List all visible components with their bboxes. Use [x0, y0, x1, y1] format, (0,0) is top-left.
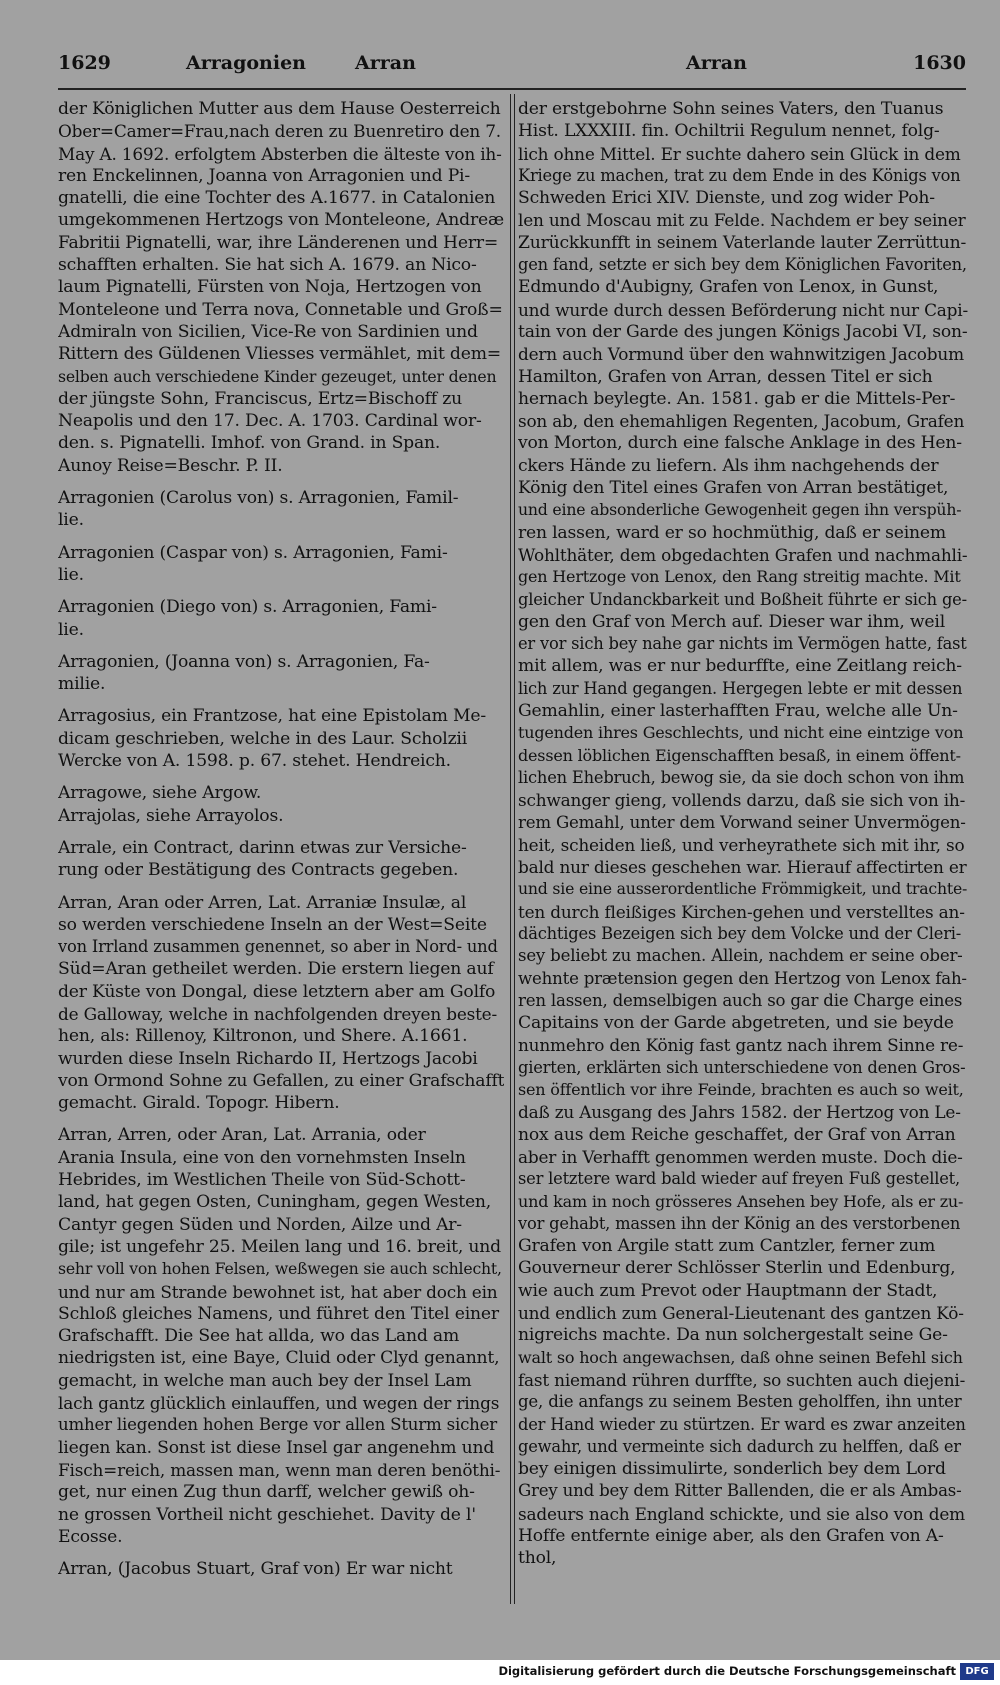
text-line: König den Titel eines Grafen von Arran bestätiget,: [518, 478, 949, 499]
text-line: nunmehro den König fast gantz nach ihrem Sinne re-: [518, 1035, 964, 1056]
text-line: Grey und bey dem Ritter Ballenden, die er als Ambas-: [518, 1481, 962, 1501]
text-line: der Königlichen Mutter aus dem Hause Oesterreich: [58, 99, 501, 119]
page-number-left: 1629: [58, 52, 111, 74]
text-line: und sie eine ausserordentliche Frömmigkeit, und trachte-: [518, 879, 968, 899]
text-line: lie.: [58, 619, 84, 640]
text-line: Aunoy Reise=Beschr. P. II.: [58, 455, 283, 476]
text-line: gnatelli, die eine Tochter des A.1677. in Catalonien: [58, 188, 496, 209]
text-line: rem Gemahl, unter dem Vorwand seiner Unvermögen-: [518, 812, 966, 832]
text-line: Arrale, ein Contract, darinn etwas zur Versiche-: [58, 837, 467, 858]
text-line: Fisch=reich, massen man, wenn man deren benöthi-: [58, 1459, 501, 1480]
text-line: wehnte prætension gegen den Hertzog von Lenox fah-: [518, 968, 967, 988]
text-line: gen Hertzoge von Lenox, den Rang streitig machte. Mit: [518, 567, 961, 587]
running-head-left-2: Arran: [355, 52, 416, 74]
text-line: ren lassen, ward er so hochmüthig, daß er seinem: [518, 522, 946, 543]
text-line: lich ohne Mittel. Er suchte dahero sein Glück in dem: [518, 143, 961, 164]
text-line: Arragonien (Carolus von) s. Arragonien, Famil-: [58, 488, 459, 509]
text-line: sen öffentlich vor ihre Feinde, brachten es auch so weit,: [518, 1080, 964, 1100]
text-line: mit allem, was er nur bedurffte, eine Zeitlang reich-: [518, 656, 962, 677]
text-line: wie auch zum Prevot oder Hauptmann der Stadt,: [518, 1280, 938, 1301]
text-line: und wurde durch dessen Beförderung nicht nur Capi-: [518, 299, 968, 320]
text-line: get, nur einen Zug thun darff, welcher gewiß oh-: [58, 1482, 475, 1503]
page-number-right: 1630: [913, 52, 966, 74]
text-line: sey beliebt zu machen. Allein, nachdem er seine ober-: [518, 946, 963, 966]
text-line: Wercke von A. 1598. p. 67. stehet. Hendreich.: [58, 751, 451, 772]
text-line: den. s. Pignatelli. Imhof. von Grand. in Span.: [58, 433, 441, 454]
text-line: und nur am Strande bewohnet ist, hat aber doch ein: [58, 1281, 498, 1302]
footer-bar: [0, 1660, 1000, 1685]
text-line: Fabritii Pignatelli, war, ihre Länderenen und Herr=: [58, 232, 499, 253]
text-line: gemacht. Girald. Topogr. Hibern.: [58, 1093, 340, 1114]
text-line: Wohlthäter, dem obgedachten Grafen und nachmahli-: [518, 544, 968, 565]
paragraph-gap: [58, 532, 504, 542]
text-line: Arragowe, siehe Argow.: [58, 783, 262, 804]
text-line: gemacht, in welche man auch bey der Insel Lam: [58, 1370, 472, 1391]
paragraph-gap: [58, 695, 504, 705]
text-line: gewahr, und vermeinte sich dadurch zu helffen, daß er: [518, 1436, 961, 1456]
text-line: Arragonien (Diego von) s. Arragonien, Fami-: [58, 597, 437, 618]
text-line: umgekommenen Hertzogs von Monteleone, Andreæ: [58, 210, 504, 231]
text-line: Grafschafft. Die See hat allda, wo das Land am: [58, 1326, 460, 1347]
text-line: ne grossen Vortheil nicht geschiehet. Davity de l': [58, 1504, 476, 1525]
footer-credit: Digitalisierung gefördert durch die Deutsche Forschungsgemeinschaft: [498, 1664, 956, 1678]
text-line: thol,: [518, 1548, 557, 1569]
text-line: nox aus dem Reiche geschaffet, der Graf von Arran: [518, 1124, 956, 1145]
running-head-left-1: Arragonien: [186, 52, 306, 74]
text-line: der Küste von Dongal, diese letztern aber am Golfo: [58, 981, 496, 1002]
text-line: Hist. LXXXIII. fin. Ochiltrii Regulum nennet, folg-: [518, 121, 940, 142]
text-line: son ab, den ehemahligen Regenten, Jacobum, Grafen: [518, 411, 965, 432]
dfg-logo: DFG: [960, 1663, 994, 1680]
paragraph-gap: [58, 641, 504, 651]
text-line: vor gehabt, massen ihn der König an des verstorbenen: [518, 1213, 961, 1233]
paragraph-gap: [58, 1548, 504, 1558]
text-line: Ecosse.: [58, 1526, 123, 1547]
text-line: von Irrland zusammen genennet, so aber in Nord- und: [58, 937, 498, 957]
text-line: er vor sich bey nahe gar nichts im Vermögen hatte, fast: [518, 634, 967, 654]
text-line: laum Pignatelli, Fürsten von Noja, Hertzogen von: [58, 277, 482, 298]
text-line: Admiraln von Sicilien, Vice-Re von Sardinien und: [58, 321, 478, 342]
text-line: schwanger gieng, vollends darzu, daß sie sich von ih-: [518, 790, 966, 811]
text-line: dessen löblichen Eigenschafften besaß, in einem öffent-: [518, 745, 961, 765]
text-line: tain von der Garde des jungen Königs Jacobi VI, son-: [518, 321, 968, 342]
text-line: bey einigen dissimulirte, sonderlich bey dem Lord: [518, 1459, 946, 1480]
text-line: Neapolis und den 17. Dec. A. 1703. Cardinal wor-: [58, 411, 482, 432]
text-line: gile; ist ungefehr 25. Meilen lang und 16. breit, und: [58, 1236, 501, 1257]
text-line: von Ormond Sohne zu Gefallen, zu einer Grafschafft: [58, 1070, 504, 1091]
text-line: dern auch Vormund über den wahnwitzigen Jacobum: [518, 344, 964, 365]
text-line: von Morton, durch eine falsche Anklage in des Hen-: [518, 433, 962, 454]
text-line: sadeurs nach England schickte, und sie also von dem: [518, 1503, 966, 1524]
text-line: der erstgebohrne Sohn seines Vaters, den Tuanus: [518, 99, 944, 119]
text-line: Cantyr gegen Süden und Norden, Ailze und Ar-: [58, 1214, 462, 1235]
right-column: [518, 98, 968, 1570]
text-line: de Galloway, welche in nachfolgenden dreyen beste-: [58, 1003, 497, 1024]
text-line: milie.: [58, 674, 106, 695]
text-line: Arania Insula, eine von den vornehmsten Inseln: [58, 1147, 466, 1168]
text-line: ge, die anfangs zu seinem Besten geholffen, ihn unter: [518, 1392, 962, 1412]
text-line: dicam geschrieben, welche in des Laur. Scholzii: [58, 728, 468, 749]
text-line: Monteleone und Terra nova, Connetable und Groß=: [58, 299, 503, 320]
text-line: Arrajolas, siehe Arrayolos.: [58, 805, 284, 826]
text-line: Schweden Erici XIV. Dienste, und zog wider Poh-: [518, 188, 935, 209]
text-line: Hoffe entfernte einige aber, als den Grafen von A-: [518, 1526, 944, 1546]
text-line: ser letztere ward bald wieder auf freyen Fuß gestellet,: [518, 1169, 960, 1189]
column-divider: [510, 94, 515, 1604]
text-line: Süd=Aran getheilet werden. Die erstern liegen auf: [58, 959, 494, 980]
text-line: lach gantz glücklich einlauffen, und wegen der rings: [58, 1393, 500, 1414]
header-rule: [58, 88, 966, 90]
text-line: der jüngste Sohn, Franciscus, Ertz=Bischoff zu: [58, 388, 462, 409]
text-line: ten durch fleißiges Kirchen-gehen und verstelltes an-: [518, 901, 965, 922]
text-line: Ober=Camer=Frau,nach deren zu Buenretiro den 7.: [58, 121, 501, 142]
text-line: dächtiges Bezeigen sich bey dem Volcke und der Cleri-: [518, 923, 962, 943]
text-line: Hebrides, im Westlichen Theile von Süd-Schott-: [58, 1170, 466, 1191]
text-line: Edmundo d'Aubigny, Grafen von Lenox, in Gunst,: [518, 277, 939, 298]
running-head-right: Arran: [686, 52, 747, 74]
text-line: Arran, (Jacobus Stuart, Graf von) Er war nicht: [58, 1559, 453, 1580]
paragraph-gap: [58, 772, 504, 782]
text-line: tugenden ihres Geschlechts, und nicht eine eintzige von: [518, 723, 964, 743]
text-line: umher liegenden hohen Berge vor allen Sturm sicher: [58, 1415, 497, 1435]
text-line: der Hand wieder zu stürtzen. Er ward es zwar anzeiten: [518, 1414, 966, 1434]
text-line: Arragosius, ein Frantzose, hat eine Epistolam Me-: [58, 706, 486, 727]
text-line: Arran, Arren, oder Aran, Lat. Arrania, oder: [58, 1125, 426, 1146]
text-line: May A. 1692. erfolgtem Absterben die älteste von ih-: [58, 143, 502, 164]
text-line: Hamilton, Grafen von Arran, dessen Titel er sich: [518, 366, 933, 387]
text-line: und eine absonderliche Gewogenheit gegen ihn verspüh-: [518, 500, 962, 520]
text-line: und endlich zum General-Lieutenant des gantzen Kö-: [518, 1303, 964, 1324]
text-line: niedrigsten ist, eine Baye, Cluid oder Clyd genannt,: [58, 1348, 500, 1369]
text-line: Rittern des Güldenen Vliesses vermählet, mit dem=: [58, 344, 502, 365]
text-line: gen fand, setzte er sich bey dem Königlichen Favoriten,: [518, 255, 967, 275]
text-line: schafften erhalten. Sie hat sich A. 1679. an Nico-: [58, 255, 477, 276]
text-line: Arragonien, (Joanna von) s. Arragonien, Fa-: [58, 651, 430, 672]
text-line: Arran, Aran oder Arren, Lat. Arraniæ Insulæ, al: [58, 892, 467, 913]
text-line: Zurückkunfft in seinem Vaterlande lauter Zerrüttun-: [518, 232, 967, 253]
text-line: gierten, erklärten sich unterschiedene von denen Gros-: [518, 1057, 966, 1077]
text-line: Grafen von Argile statt zum Cantzler, ferner zum: [518, 1236, 936, 1257]
text-line: ren Enckelinnen, Joanna von Arragonien und Pi-: [58, 165, 470, 186]
text-line: hen, als: Rillenoy, Kiltronon, und Shere. A.1661.: [58, 1026, 468, 1047]
text-line: walt so hoch angewachsen, daß ohne seinen Befehl sich: [518, 1347, 963, 1367]
text-line: heit, scheiden ließ, und verheyrathete sich mit ihr, so: [518, 834, 965, 855]
paragraph-gap: [58, 882, 504, 892]
text-line: so werden verschiedene Inseln an der West=Seite: [58, 914, 487, 935]
paragraph-gap: [58, 586, 504, 596]
text-line: ckers Hände zu liefern. Als ihm nachgehends der: [518, 455, 939, 476]
text-line: sehr voll von hohen Felsen, weßwegen sie auch schlecht,: [58, 1259, 502, 1279]
text-line: lie.: [58, 510, 84, 531]
paragraph-gap: [58, 477, 504, 487]
text-line: gen den Graf von Merch auf. Dieser war ihm, weil: [518, 611, 945, 632]
text-line: wurden diese Inseln Richardo II, Hertzogs Jacobi: [58, 1048, 478, 1069]
text-line: ren lassen, demselbigen auch so gar die Charge eines: [518, 990, 963, 1010]
paragraph-gap: [58, 827, 504, 837]
text-line: daß zu Ausgang des Jahrs 1582. der Hertzog von Le-: [518, 1102, 961, 1123]
text-line: Gemahlin, einer lasterhafften Frau, welche alle Un-: [518, 701, 958, 722]
text-line: Kriege zu machen, trat zu dem Ende in des Königs von: [518, 165, 961, 185]
text-line: aber in Verhafft genommen werden muste. Doch die-: [518, 1146, 963, 1167]
text-line: len und Moscau mit zu Felde. Nachdem er bey seiner: [518, 210, 966, 231]
text-line: Gouverneur derer Schlösser Sterlin und Edenburg,: [518, 1258, 956, 1279]
text-line: bald nur dieses geschehen war. Hierauf affectirten er: [518, 857, 967, 878]
left-column: [58, 98, 504, 1580]
text-line: und kam in noch grösseres Ansehen bey Hofe, als er zu-: [518, 1191, 964, 1211]
text-line: liegen kan. Sonst ist diese Insel gar angenehm und: [58, 1437, 495, 1458]
text-line: Capitains von der Garde abgetreten, und sie beyde: [518, 1013, 954, 1034]
text-line: lichen Ehebruch, bewog sie, da sie doch schon von ihm: [518, 767, 965, 787]
text-line: Arragonien (Caspar von) s. Arragonien, Fami-: [58, 542, 448, 563]
text-line: rung oder Bestätigung des Contracts gegeben.: [58, 860, 459, 881]
text-line: hernach beylegte. An. 1581. gab er die Mittels-Per-: [518, 388, 956, 409]
text-line: Schloß gleiches Namens, und führet den Titel einer: [58, 1303, 499, 1324]
text-line: lich zur Hand gegangen. Hergegen lebte er mit dessen: [518, 678, 963, 698]
text-line: land, hat gegen Osten, Cuningham, gegen Westen,: [58, 1192, 492, 1213]
text-line: fast niemand rühren durffte, so suchten auch diejeni-: [518, 1369, 966, 1390]
text-line: lie.: [58, 564, 84, 585]
paragraph-gap: [58, 1114, 504, 1124]
text-line: nigreichs machte. Da nun solchergestalt seine Ge-: [518, 1325, 948, 1346]
text-line: selben auch verschiedene Kinder gezeuget, unter denen: [58, 366, 497, 386]
text-line: gleicher Undanckbarkeit und Boßheit führte er sich ge-: [518, 589, 967, 609]
